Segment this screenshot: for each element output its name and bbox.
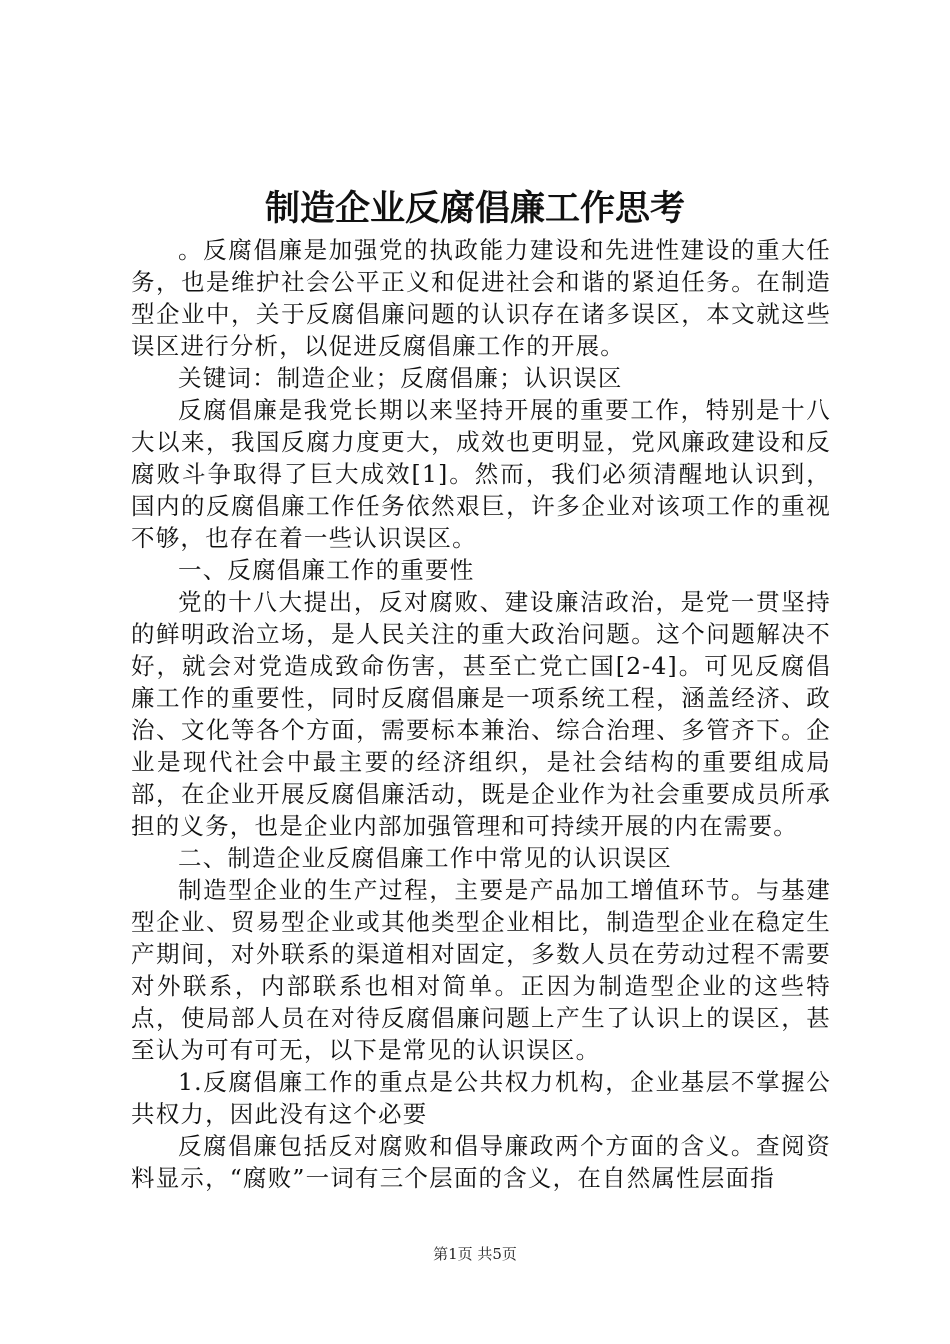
section-2-paragraph: 制造型企业的生产过程，主要是产品加工增值环节。与基建型企业、贸易型企业或其他类型企业相比，制造型企业在稳定生产期间，对外联系的渠道相对固定，多数人员在劳动过程不需要对外联系，内部联系也相对简单。正因为制造型企业的这些特点，使局部人员在对待反腐倡廉问题上产生了认识上的误区，甚至认为可有可无，以下是常见的认识误区。 (131, 876, 831, 1064)
subsection-heading-1: 1.反腐倡廉工作的重点是公共权力机构，企业基层不掌握公共权力，因此没有这个必要 (131, 1068, 831, 1128)
section-heading-2: 二、制造企业反腐倡廉工作中常见的认识误区 (178, 844, 672, 872)
document-title: 制造企业反腐倡廉工作思考 (264, 188, 685, 229)
subsection-1-paragraph: 反腐倡廉包括反对腐败和倡导廉政两个方面的含义。查阅资料显示，“腐败”一词有三个层面的含义，在自然属性层面指 (131, 1132, 831, 1192)
page-number-footer: 第1页 共5页 (433, 1245, 517, 1263)
section-heading-1: 一、反腐倡廉工作的重要性 (178, 556, 475, 584)
intro-paragraph: 反腐倡廉是我党长期以来坚持开展的重要工作，特别是十八大以来，我国反腐力度更大，成效也更明显，党风廉政建设和反腐败斗争取得了巨大成效[1]。然而，我们必须清醒地认识到，国内的反腐倡廉工作任务依然艰巨，许多企业对该项工作的重视不够，也存在着一些认识误区。 (131, 396, 831, 552)
section-1-paragraph: 党的十八大提出，反对腐败、建设廉洁政治，是党一贯坚持的鲜明政治立场，是人民关注的重大政治问题。这个问题解决不好，就会对党造成致命伤害，甚至亡党亡国[2-4]。可见反腐倡廉工作的重要性，同时反腐倡廉是一项系统工程，涵盖经济、政治、文化等各个方面，需要标本兼治、综合治理、多管齐下。企业是现代社会中最主要的经济组织，是社会结构的重要组成局部，在企业开展反腐倡廉活动，既是企业作为社会重要成员所承担的义务，也是企业内部加强管理和可持续开展的内在需要。 (131, 588, 831, 840)
document-body (131, 234, 831, 1194)
abstract-paragraph: 。反腐倡廉是加强党的执政能力建设和先进性建设的重大任务，也是维护社会公平正义和促进社会和谐的紧迫任务。在制造型企业中，关于反腐倡廉问题的认识存在诸多误区，本文就这些误区进行分析，以促进反腐倡廉工作的开展。 (131, 236, 831, 360)
keywords-line: 关键词：制造企业；反腐倡廉；认识误区 (178, 364, 623, 392)
